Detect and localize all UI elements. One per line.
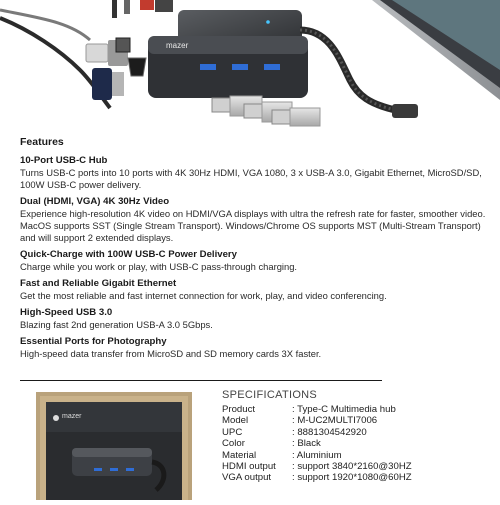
spec-row	[222, 461, 492, 472]
hub-brand-logo: mazer	[166, 41, 189, 50]
section-divider	[20, 380, 382, 381]
spec-row	[222, 472, 492, 483]
feature-description: Turns USB-C ports into 10 ports with 4K 30Hz HDMI, VGA 1080, 3 x USB-A 3.0, Gigabit Ethernet, MicroSD/SD, 100W USB-C power delivery.	[20, 167, 482, 190]
usb-drives-image	[212, 96, 320, 126]
spec-key: HDMI output	[222, 461, 276, 473]
spec-key: UPC	[222, 426, 243, 438]
feature-item	[20, 196, 490, 244]
laptop-image	[372, 0, 500, 100]
spec-value: : M-UC2MULTI7006	[292, 415, 378, 427]
feature-title: Dual (HDMI, VGA) 4K 30Hz Video	[20, 196, 170, 207]
spec-value: : Type-C Multimedia hub	[292, 404, 396, 415]
feature-item	[20, 249, 490, 273]
spec-value: : support 1920*1080@60HZ	[292, 472, 412, 484]
spec-key: Material	[222, 449, 257, 461]
spec-value: : Aluminium	[292, 449, 342, 461]
spec-value: : 8881304542920	[292, 426, 367, 438]
feature-description: Charge while you work or play, with USB-C pass-through charging.	[20, 261, 298, 272]
box-brand-logo: mazer	[62, 413, 82, 420]
spec-key: VGA output	[222, 472, 272, 484]
specifications-heading: SPECIFICATIONS	[222, 389, 318, 401]
features-heading: Features	[20, 136, 64, 148]
spec-key: Product	[222, 404, 256, 415]
cables-image	[0, 0, 173, 108]
feature-item	[20, 278, 490, 302]
hub-illustration	[0, 0, 500, 128]
specifications-section	[222, 389, 492, 484]
feature-title: Fast and Reliable Gigabit Ethernet	[20, 278, 177, 289]
spec-row	[222, 415, 492, 426]
feature-item	[20, 155, 490, 191]
product-hero-image	[0, 0, 500, 128]
feature-item	[20, 307, 490, 331]
features-section	[20, 136, 490, 365]
spec-value: : Black	[292, 438, 321, 450]
feature-title: High-Speed USB 3.0	[20, 307, 113, 318]
spec-value: : support 3840*2160@30HZ	[292, 461, 412, 473]
feature-title: Essential Ports for Photography	[20, 336, 167, 347]
box-illustration	[36, 392, 192, 500]
feature-description: Experience high-resolution 4K video on HDMI/VGA displays with ultra the refresh rate for faster, smoother video. MacOS supports SST (Single Stream Transport). Windows/Chrome OS supports MST (Multi-Stream Transport) and will support 2 extended displays.	[20, 208, 486, 243]
feature-title: 10-Port USB-C Hub	[20, 155, 108, 166]
spec-row	[222, 427, 492, 438]
feature-title: Quick-Charge with 100W USB-C Power Delivery	[20, 249, 237, 260]
feature-item	[20, 336, 490, 360]
spec-key: Model	[222, 415, 249, 427]
feature-description: Get the most reliable and fast internet connection for work, play, and video conferencing.	[20, 290, 387, 301]
feature-description: Blazing fast 2nd generation USB-A 3.0 5Gbps.	[20, 319, 213, 330]
spec-row	[222, 438, 492, 449]
spec-row	[222, 450, 492, 461]
feature-description: High-speed data transfer from MicroSD and SD memory cards 3X faster.	[20, 348, 322, 359]
spec-row	[222, 404, 492, 415]
spec-key: Color	[222, 438, 245, 450]
packaging-box-image	[36, 392, 192, 500]
